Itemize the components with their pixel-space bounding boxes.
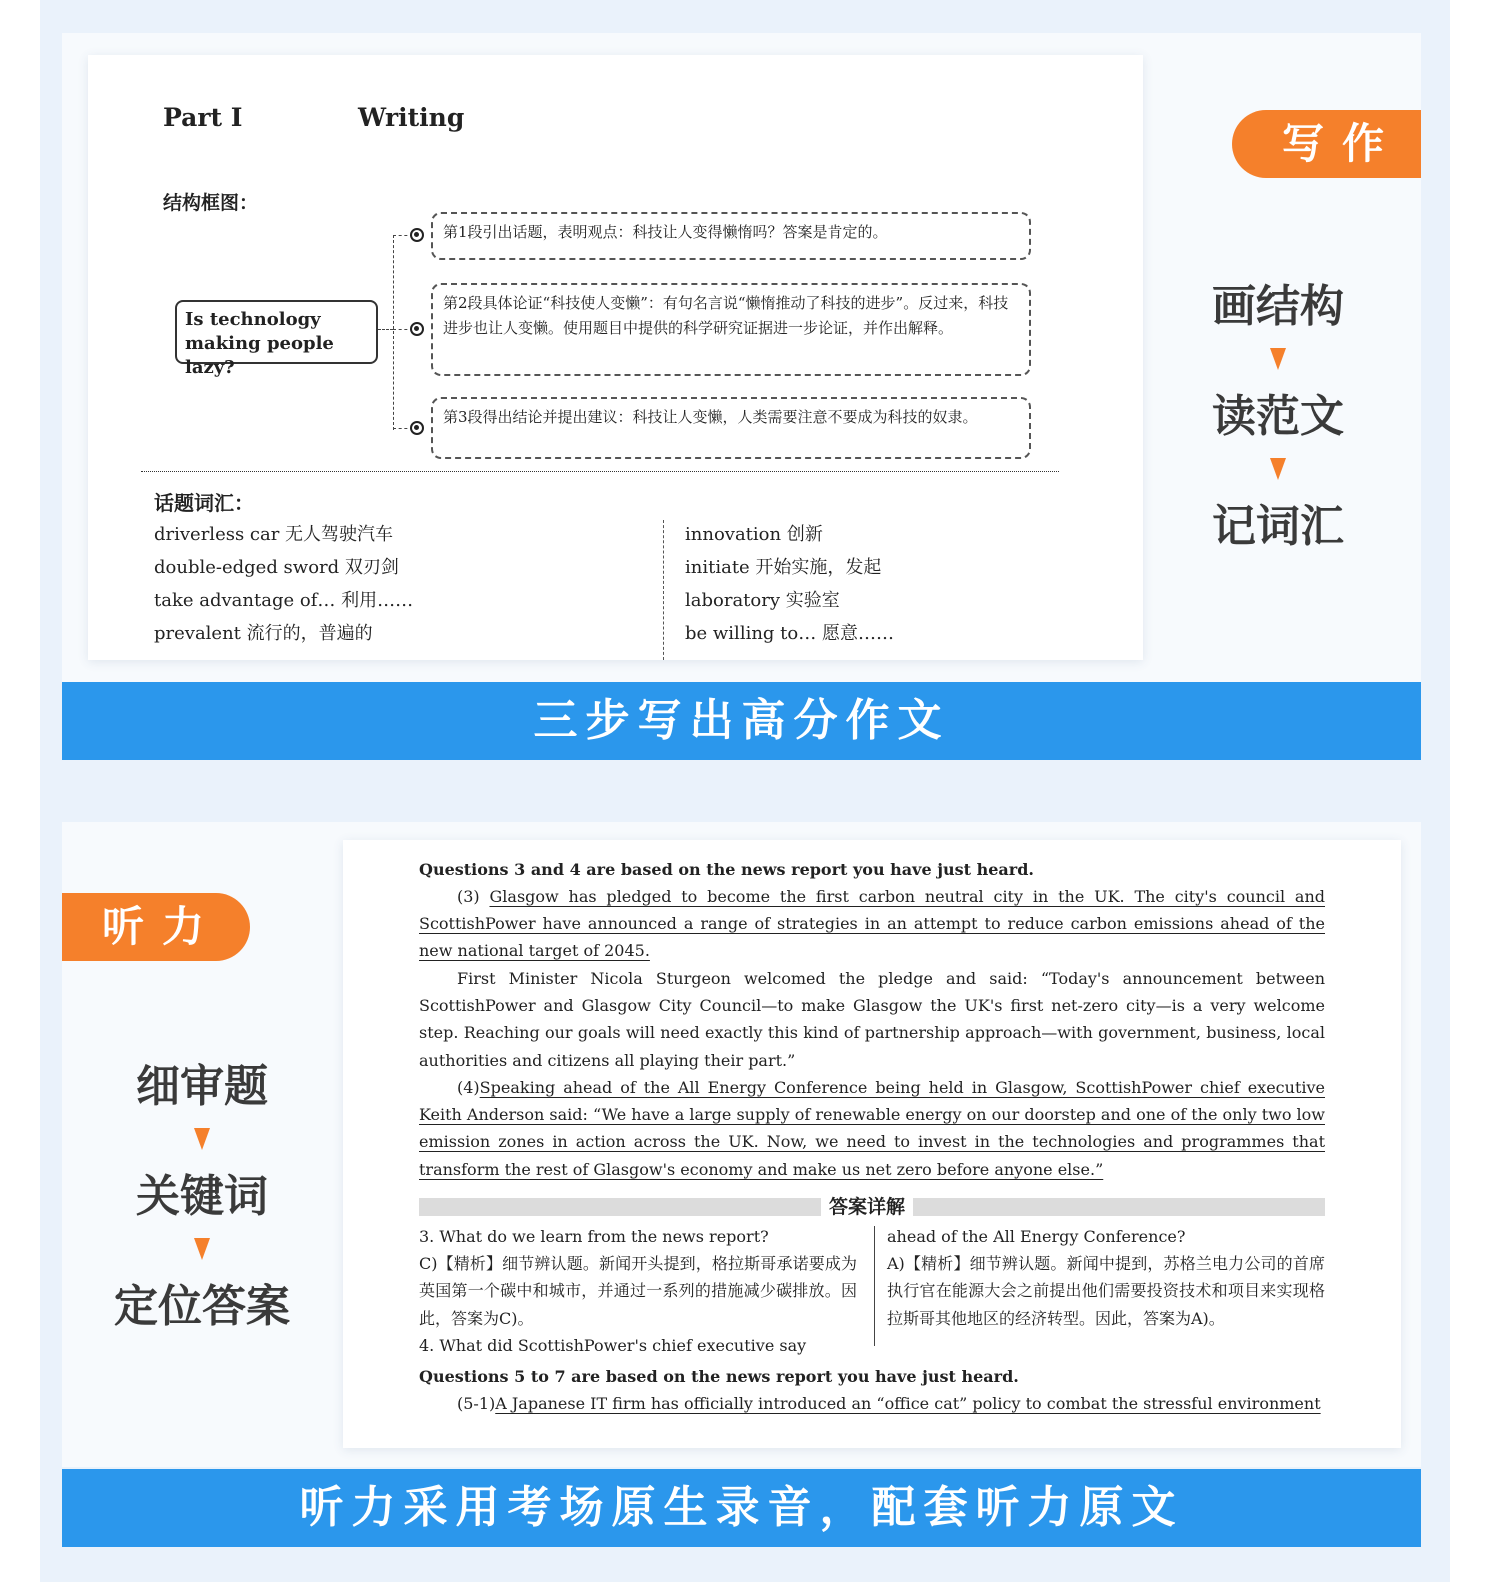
arrow-down-icon <box>194 1128 210 1150</box>
vocab-list-right <box>685 518 894 650</box>
transcript-paragraph: First Minister Nicola Sturgeon welcomed the pledge and said: “Today's announcement between ScottishPower and Glasgow City Council—to make Glasgow the UK's first net-zero city—is a very welcome step. Reaching our goals will need exactly this kind of partnership approach—with government, business, local authorities and citizens all playing their part.” <box>419 969 1325 1070</box>
step-label: 定位答案 <box>114 1281 290 1332</box>
vocab-item: laboratory 实验室 <box>685 590 840 611</box>
writing-steps <box>1158 282 1398 552</box>
paragraph-outline-1: 第1段引出话题，表明观点：科技让人变得懒惰吗？答案是肯定的。 <box>431 212 1031 260</box>
part-label: Part Ⅰ <box>163 103 243 132</box>
transcript-paragraph <box>419 883 1325 965</box>
vocab-item: innovation 创新 <box>685 524 823 545</box>
bullet-icon <box>410 421 424 435</box>
paragraph-number: (4) <box>457 1078 480 1097</box>
answer-text: C)【精析】细节辨认题。新闻开头提到，格拉斯哥承诺要成为英国第一个碳中和城市，并通过一系列的措施减少碳排放。因此，答案为C)。 <box>419 1254 857 1328</box>
listening-sample-card <box>343 840 1401 1448</box>
bullet-icon <box>410 322 424 336</box>
transcript-text: Glasgow has pledged to become the first carbon neutral city in the UK. The city's council and ScottishPower have announced a range of strategies in an attempt to reduce carbon emissions ahead of the new national target of 2045. <box>419 887 1326 961</box>
listening-steps <box>82 1062 322 1332</box>
step-label: 画结构 <box>1212 281 1344 332</box>
paragraph-number: (3) <box>457 887 480 906</box>
questions-heading: Questions 5 to 7 are based on the news report you have just heard. <box>419 1367 1019 1386</box>
vocab-list-left <box>154 518 413 650</box>
vocab-item: take advantage of… 利用…… <box>154 590 414 611</box>
paragraph-outline-3: 第3段得出结论并提出建议：科技让人变懒，人类需要注意不要成为科技的奴隶。 <box>431 397 1031 459</box>
vocab-item: initiate 开始实施，发起 <box>685 557 882 578</box>
arrow-down-icon <box>1270 458 1286 480</box>
listening-tag: 听力 <box>62 893 250 961</box>
writing-tag: 写作 <box>1232 110 1421 178</box>
divider <box>663 520 664 660</box>
transcript-paragraph <box>419 1390 1325 1417</box>
answer-text: ahead of the All Energy Conference? <box>887 1227 1186 1246</box>
step-label: 记词汇 <box>1212 501 1344 552</box>
arrow-down-icon <box>1270 348 1286 370</box>
divider <box>141 471 1059 472</box>
answer-column-left <box>419 1223 857 1359</box>
writing-sample-card <box>88 55 1143 660</box>
step-label: 细审题 <box>136 1061 268 1112</box>
answer-text: A)【精析】细节辨认题。新闻中提到，苏格兰电力公司的首席执行官在能源大会之前提出他们需要投资技术和项目来实现格拉斯哥其他地区的经济转型。因此，答案为A)。 <box>887 1254 1325 1328</box>
paragraph-number: (5-1) <box>457 1394 496 1413</box>
connector-line <box>393 235 394 430</box>
answer-column-right <box>887 1223 1325 1332</box>
vocab-item: prevalent 流行的，普遍的 <box>154 623 373 644</box>
writing-label: Writing <box>358 103 465 132</box>
writing-banner: 三步写出高分作文 <box>62 682 1421 760</box>
step-label: 关键词 <box>136 1171 268 1222</box>
questions-heading: Questions 3 and 4 are based on the news report you have just heard. <box>419 860 1034 879</box>
answer-text: 4. What did ScottishPower's chief executive say <box>419 1335 807 1355</box>
divider <box>874 1226 875 1346</box>
bullet-icon <box>410 228 424 242</box>
transcript-text: A Japanese IT firm has officially introduced an “office cat” policy to combat the stressful environment <box>495 1394 1321 1413</box>
paragraph-outline-2: 第2段具体论证“科技使人变懒”：有句名言说“懒惰推动了科技的进步”。反过来，科技进步也让人变懒。使用题目中提供的科学研究证据进一步论证，并作出解释。 <box>431 283 1031 376</box>
vocab-title: 话题词汇： <box>154 491 254 515</box>
listening-banner: 听力采用考场原生录音，配套听力原文 <box>62 1469 1421 1547</box>
vocab-item: driverless car 无人驾驶汽车 <box>154 524 394 545</box>
vocab-item: double-edged sword 双刃剑 <box>154 557 399 578</box>
structure-frame-label: 结构框图： <box>163 192 259 214</box>
step-label: 读范文 <box>1212 391 1344 442</box>
arrow-down-icon <box>194 1238 210 1260</box>
transcript-paragraph <box>419 1074 1325 1183</box>
answer-title: 答案详解 <box>821 1193 913 1221</box>
topic-question-box: Is technology making people lazy? <box>175 300 378 364</box>
connector-line <box>378 329 393 330</box>
vocab-item: be willing to… 愿意…… <box>685 623 894 644</box>
answer-text: 3. What do we learn from the news report? <box>419 1227 769 1246</box>
transcript-text: Speaking ahead of the All Energy Conference being held in Glasgow, ScottishPower chief executive Keith Anderson said: “We have a large supply of renewable energy on our doorstep and one of the only two low emission zones in action across the UK. Now, we need to invest in the technologies and programmes that transform the rest of Glasgow's economy and make us net zero before anyone else.” <box>419 1078 1325 1179</box>
